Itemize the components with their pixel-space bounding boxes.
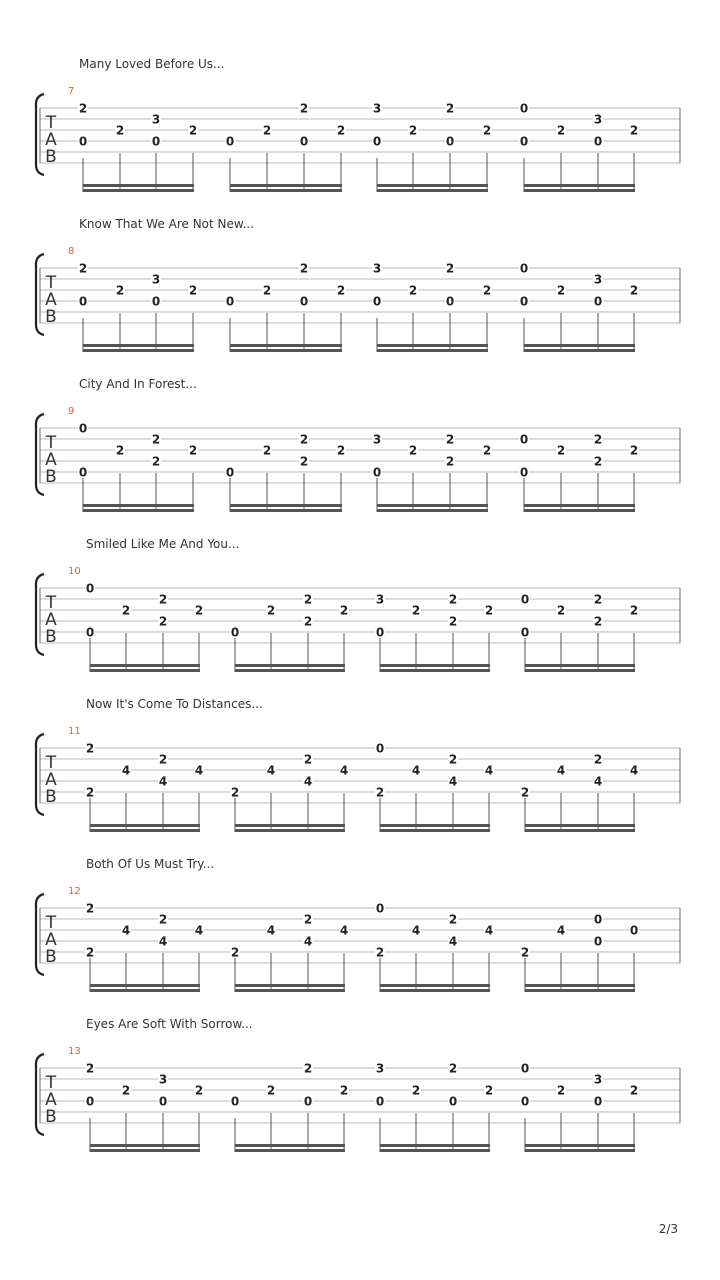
measure-number: 13 <box>68 1046 81 1057</box>
fret-number: 0 <box>375 1094 385 1109</box>
fret-number: 2 <box>188 283 198 298</box>
tab-clef-letter: B <box>45 787 57 807</box>
fret-number: 0 <box>520 1061 530 1076</box>
fret-number: 0 <box>303 1094 313 1109</box>
fret-number: 0 <box>593 294 603 309</box>
beam <box>235 824 345 827</box>
beam <box>230 349 342 352</box>
fret-number: 2 <box>411 603 421 618</box>
fret-number: 0 <box>629 923 639 938</box>
fret-number: 2 <box>262 443 272 458</box>
beam <box>380 989 490 992</box>
fret-number: 2 <box>339 603 349 618</box>
fret-number: 0 <box>85 1094 95 1109</box>
fret-number: 2 <box>303 1061 313 1076</box>
fret-number: 2 <box>158 614 168 629</box>
fret-number: 2 <box>448 752 458 767</box>
tab-system <box>36 697 680 832</box>
beam <box>235 989 345 992</box>
fret-number: 2 <box>188 123 198 138</box>
fret-number: 2 <box>303 592 313 607</box>
tab-clef-letter: T <box>45 433 57 453</box>
fret-number: 0 <box>151 294 161 309</box>
beam <box>377 509 488 512</box>
fret-number: 0 <box>78 421 88 436</box>
fret-number: 0 <box>520 625 530 640</box>
fret-number: 2 <box>482 443 492 458</box>
beam <box>90 1144 200 1147</box>
fret-number: 0 <box>158 1094 168 1109</box>
beam <box>380 829 490 832</box>
fret-number: 0 <box>299 294 309 309</box>
tab-clef-letter: B <box>45 1107 57 1127</box>
beam <box>524 184 635 187</box>
lyric-text: Know That We Are Not New... <box>79 217 255 231</box>
beam <box>90 829 200 832</box>
beam <box>90 989 200 992</box>
fret-number: 0 <box>225 134 235 149</box>
fret-number: 3 <box>375 1061 385 1076</box>
fret-number: 4 <box>339 923 349 938</box>
beam <box>377 344 488 347</box>
fret-number: 2 <box>448 592 458 607</box>
fret-number: 2 <box>158 912 168 927</box>
lyric-text: Many Loved Before Us... <box>79 57 225 71</box>
beam <box>377 504 488 507</box>
beam <box>524 349 635 352</box>
beam <box>83 184 194 187</box>
fret-number: 4 <box>194 763 204 778</box>
fret-number: 2 <box>85 1061 95 1076</box>
beam <box>380 824 490 827</box>
beam <box>230 509 342 512</box>
fret-number: 0 <box>445 134 455 149</box>
fret-number: 2 <box>158 752 168 767</box>
beam <box>230 504 342 507</box>
fret-number: 2 <box>262 283 272 298</box>
tab-system <box>36 537 680 672</box>
beam <box>525 1144 635 1147</box>
fret-number: 2 <box>299 432 309 447</box>
fret-number: 2 <box>194 1083 204 1098</box>
beam <box>90 1149 200 1152</box>
beam <box>83 189 194 192</box>
tab-clef-letter: A <box>45 770 57 790</box>
fret-number: 3 <box>593 112 603 127</box>
beam <box>377 349 488 352</box>
fret-number: 0 <box>519 294 529 309</box>
fret-number: 3 <box>593 1072 603 1087</box>
fret-number: 2 <box>520 945 530 960</box>
fret-number: 2 <box>85 945 95 960</box>
tab-clef-letter: B <box>45 627 57 647</box>
fret-number: 3 <box>151 112 161 127</box>
fret-number: 0 <box>375 625 385 640</box>
fret-number: 2 <box>336 443 346 458</box>
fret-number: 2 <box>629 1083 639 1098</box>
fret-number: 2 <box>556 1083 566 1098</box>
fret-number: 0 <box>520 592 530 607</box>
tab-system <box>36 377 680 512</box>
tab-clef-letter: A <box>45 1090 57 1110</box>
fret-number: 4 <box>121 923 131 938</box>
beam <box>525 1149 635 1152</box>
fret-number: 2 <box>556 283 566 298</box>
measure-number: 10 <box>68 566 81 577</box>
measure-number: 7 <box>68 86 75 97</box>
tab-clef-letter: T <box>45 593 57 613</box>
fret-number: 2 <box>85 901 95 916</box>
fret-number: 2 <box>593 432 603 447</box>
fret-number: 4 <box>448 774 458 789</box>
fret-number: 4 <box>411 923 421 938</box>
fret-number: 2 <box>593 752 603 767</box>
beam <box>525 984 635 987</box>
fret-number: 2 <box>158 592 168 607</box>
fret-number: 2 <box>262 123 272 138</box>
fret-number: 0 <box>372 294 382 309</box>
beam <box>83 349 194 352</box>
fret-number: 0 <box>519 101 529 116</box>
lyric-text: City And In Forest... <box>79 377 197 391</box>
tab-clef-letter: T <box>45 913 57 933</box>
beam <box>377 184 488 187</box>
fret-number: 2 <box>303 614 313 629</box>
fret-number: 3 <box>158 1072 168 1087</box>
fret-number: 4 <box>593 774 603 789</box>
beam <box>230 344 342 347</box>
fret-number: 0 <box>519 465 529 480</box>
tab-system <box>36 1017 680 1152</box>
fret-number: 2 <box>266 603 276 618</box>
fret-number: 2 <box>188 443 198 458</box>
fret-number: 2 <box>593 614 603 629</box>
fret-number: 2 <box>629 603 639 618</box>
fret-number: 2 <box>336 123 346 138</box>
lyric-text: Now It's Come To Distances... <box>86 697 263 711</box>
beam <box>230 189 342 192</box>
tab-clef-letter: T <box>45 273 57 293</box>
fret-number: 4 <box>448 934 458 949</box>
fret-number: 2 <box>299 261 309 276</box>
fret-number: 2 <box>151 432 161 447</box>
fret-number: 2 <box>448 614 458 629</box>
beam <box>525 989 635 992</box>
fret-number: 3 <box>372 101 382 116</box>
beam <box>90 984 200 987</box>
fret-number: 0 <box>445 294 455 309</box>
fret-number: 2 <box>629 443 639 458</box>
fret-number: 2 <box>266 1083 276 1098</box>
tab-clef-letter: T <box>45 113 57 133</box>
beam <box>524 504 635 507</box>
beam <box>235 664 345 667</box>
beam <box>235 1144 345 1147</box>
fret-number: 2 <box>303 752 313 767</box>
tab-clef-letter: B <box>45 147 57 167</box>
measure-number: 8 <box>68 246 75 257</box>
fret-number: 0 <box>78 134 88 149</box>
fret-number: 2 <box>194 603 204 618</box>
fret-number: 0 <box>225 465 235 480</box>
beam <box>83 504 194 507</box>
beam <box>525 664 635 667</box>
fret-number: 0 <box>593 1094 603 1109</box>
fret-number: 2 <box>230 945 240 960</box>
lyric-text: Both Of Us Must Try... <box>86 857 215 871</box>
lyric-text: Eyes Are Soft With Sorrow... <box>86 1017 253 1031</box>
beam <box>235 669 345 672</box>
beam <box>380 664 490 667</box>
fret-number: 2 <box>408 283 418 298</box>
fret-number: 0 <box>78 465 88 480</box>
fret-number: 2 <box>520 785 530 800</box>
fret-number: 2 <box>593 592 603 607</box>
tab-clef-letter: B <box>45 947 57 967</box>
beam <box>380 984 490 987</box>
fret-number: 2 <box>484 603 494 618</box>
measure-number: 12 <box>68 886 81 897</box>
fret-number: 2 <box>78 261 88 276</box>
fret-number: 2 <box>556 123 566 138</box>
fret-number: 4 <box>303 934 313 949</box>
fret-number: 0 <box>519 134 529 149</box>
tab-system <box>36 57 680 192</box>
fret-number: 4 <box>556 923 566 938</box>
fret-number: 0 <box>520 1094 530 1109</box>
fret-number: 0 <box>448 1094 458 1109</box>
fret-number: 0 <box>85 625 95 640</box>
fret-number: 3 <box>375 592 385 607</box>
fret-number: 2 <box>375 945 385 960</box>
fret-number: 2 <box>303 912 313 927</box>
fret-number: 3 <box>372 261 382 276</box>
fret-number: 2 <box>484 1083 494 1098</box>
page-number: 2/3 <box>658 1222 678 1236</box>
fret-number: 0 <box>372 465 382 480</box>
fret-number: 0 <box>225 294 235 309</box>
beam <box>83 509 194 512</box>
fret-number: 0 <box>299 134 309 149</box>
tab-clef-letter: A <box>45 450 57 470</box>
fret-number: 2 <box>85 785 95 800</box>
fret-number: 4 <box>158 934 168 949</box>
beam <box>524 344 635 347</box>
measure-number: 11 <box>68 726 81 737</box>
fret-number: 0 <box>593 134 603 149</box>
fret-number: 4 <box>484 923 494 938</box>
fret-number: 4 <box>411 763 421 778</box>
tab-clef-letter: A <box>45 930 57 950</box>
fret-number: 0 <box>151 134 161 149</box>
fret-number: 4 <box>158 774 168 789</box>
fret-number: 4 <box>629 763 639 778</box>
fret-number: 2 <box>339 1083 349 1098</box>
fret-number: 2 <box>629 283 639 298</box>
fret-number: 2 <box>593 454 603 469</box>
beam <box>83 344 194 347</box>
fret-number: 2 <box>482 123 492 138</box>
beam <box>524 189 635 192</box>
fret-number: 2 <box>445 432 455 447</box>
fret-number: 0 <box>519 432 529 447</box>
fret-number: 2 <box>299 454 309 469</box>
fret-number: 2 <box>629 123 639 138</box>
fret-number: 2 <box>445 261 455 276</box>
fret-number: 0 <box>375 901 385 916</box>
tab-system <box>36 217 680 352</box>
fret-number: 2 <box>115 123 125 138</box>
beam <box>235 1149 345 1152</box>
tab-clef-letter: A <box>45 610 57 630</box>
beam <box>90 669 200 672</box>
fret-number: 2 <box>151 454 161 469</box>
beam <box>90 824 200 827</box>
fret-number: 2 <box>85 741 95 756</box>
beam <box>235 829 345 832</box>
tab-clef-letter: T <box>45 753 57 773</box>
beam <box>525 829 635 832</box>
fret-number: 4 <box>266 763 276 778</box>
lyric-text: Smiled Like Me And You... <box>86 537 240 551</box>
fret-number: 2 <box>482 283 492 298</box>
fret-number: 0 <box>230 1094 240 1109</box>
fret-number: 2 <box>115 443 125 458</box>
fret-number: 4 <box>339 763 349 778</box>
fret-number: 4 <box>556 763 566 778</box>
fret-number: 3 <box>151 272 161 287</box>
beam <box>380 1144 490 1147</box>
fret-number: 2 <box>408 123 418 138</box>
fret-number: 2 <box>556 603 566 618</box>
fret-number: 2 <box>230 785 240 800</box>
fret-number: 2 <box>448 1061 458 1076</box>
beam <box>525 669 635 672</box>
tab-clef-letter: A <box>45 290 57 310</box>
beam <box>380 1149 490 1152</box>
beam <box>380 669 490 672</box>
beam <box>230 184 342 187</box>
fret-number: 2 <box>445 101 455 116</box>
fret-number: 4 <box>484 763 494 778</box>
fret-number: 0 <box>230 625 240 640</box>
fret-number: 4 <box>266 923 276 938</box>
fret-number: 4 <box>121 763 131 778</box>
fret-number: 2 <box>336 283 346 298</box>
tab-system <box>36 857 680 992</box>
fret-number: 2 <box>299 101 309 116</box>
fret-number: 0 <box>85 581 95 596</box>
fret-number: 4 <box>194 923 204 938</box>
fret-number: 2 <box>448 912 458 927</box>
fret-number: 2 <box>115 283 125 298</box>
beam <box>525 824 635 827</box>
fret-number: 2 <box>445 454 455 469</box>
fret-number: 0 <box>372 134 382 149</box>
beam <box>524 509 635 512</box>
fret-number: 2 <box>408 443 418 458</box>
fret-number: 0 <box>593 934 603 949</box>
fret-number: 2 <box>411 1083 421 1098</box>
fret-number: 2 <box>121 603 131 618</box>
fret-number: 0 <box>519 261 529 276</box>
tab-clef-letter: B <box>45 307 57 327</box>
fret-number: 0 <box>78 294 88 309</box>
fret-number: 3 <box>372 432 382 447</box>
tab-clef-letter: A <box>45 130 57 150</box>
tab-clef-letter: T <box>45 1073 57 1093</box>
beam <box>377 189 488 192</box>
tab-clef-letter: B <box>45 467 57 487</box>
fret-number: 2 <box>78 101 88 116</box>
beam <box>90 664 200 667</box>
fret-number: 3 <box>593 272 603 287</box>
measure-number: 9 <box>68 406 75 417</box>
fret-number: 2 <box>556 443 566 458</box>
fret-number: 0 <box>375 741 385 756</box>
beam <box>235 984 345 987</box>
fret-number: 4 <box>303 774 313 789</box>
fret-number: 0 <box>593 912 603 927</box>
fret-number: 2 <box>375 785 385 800</box>
fret-number: 2 <box>121 1083 131 1098</box>
